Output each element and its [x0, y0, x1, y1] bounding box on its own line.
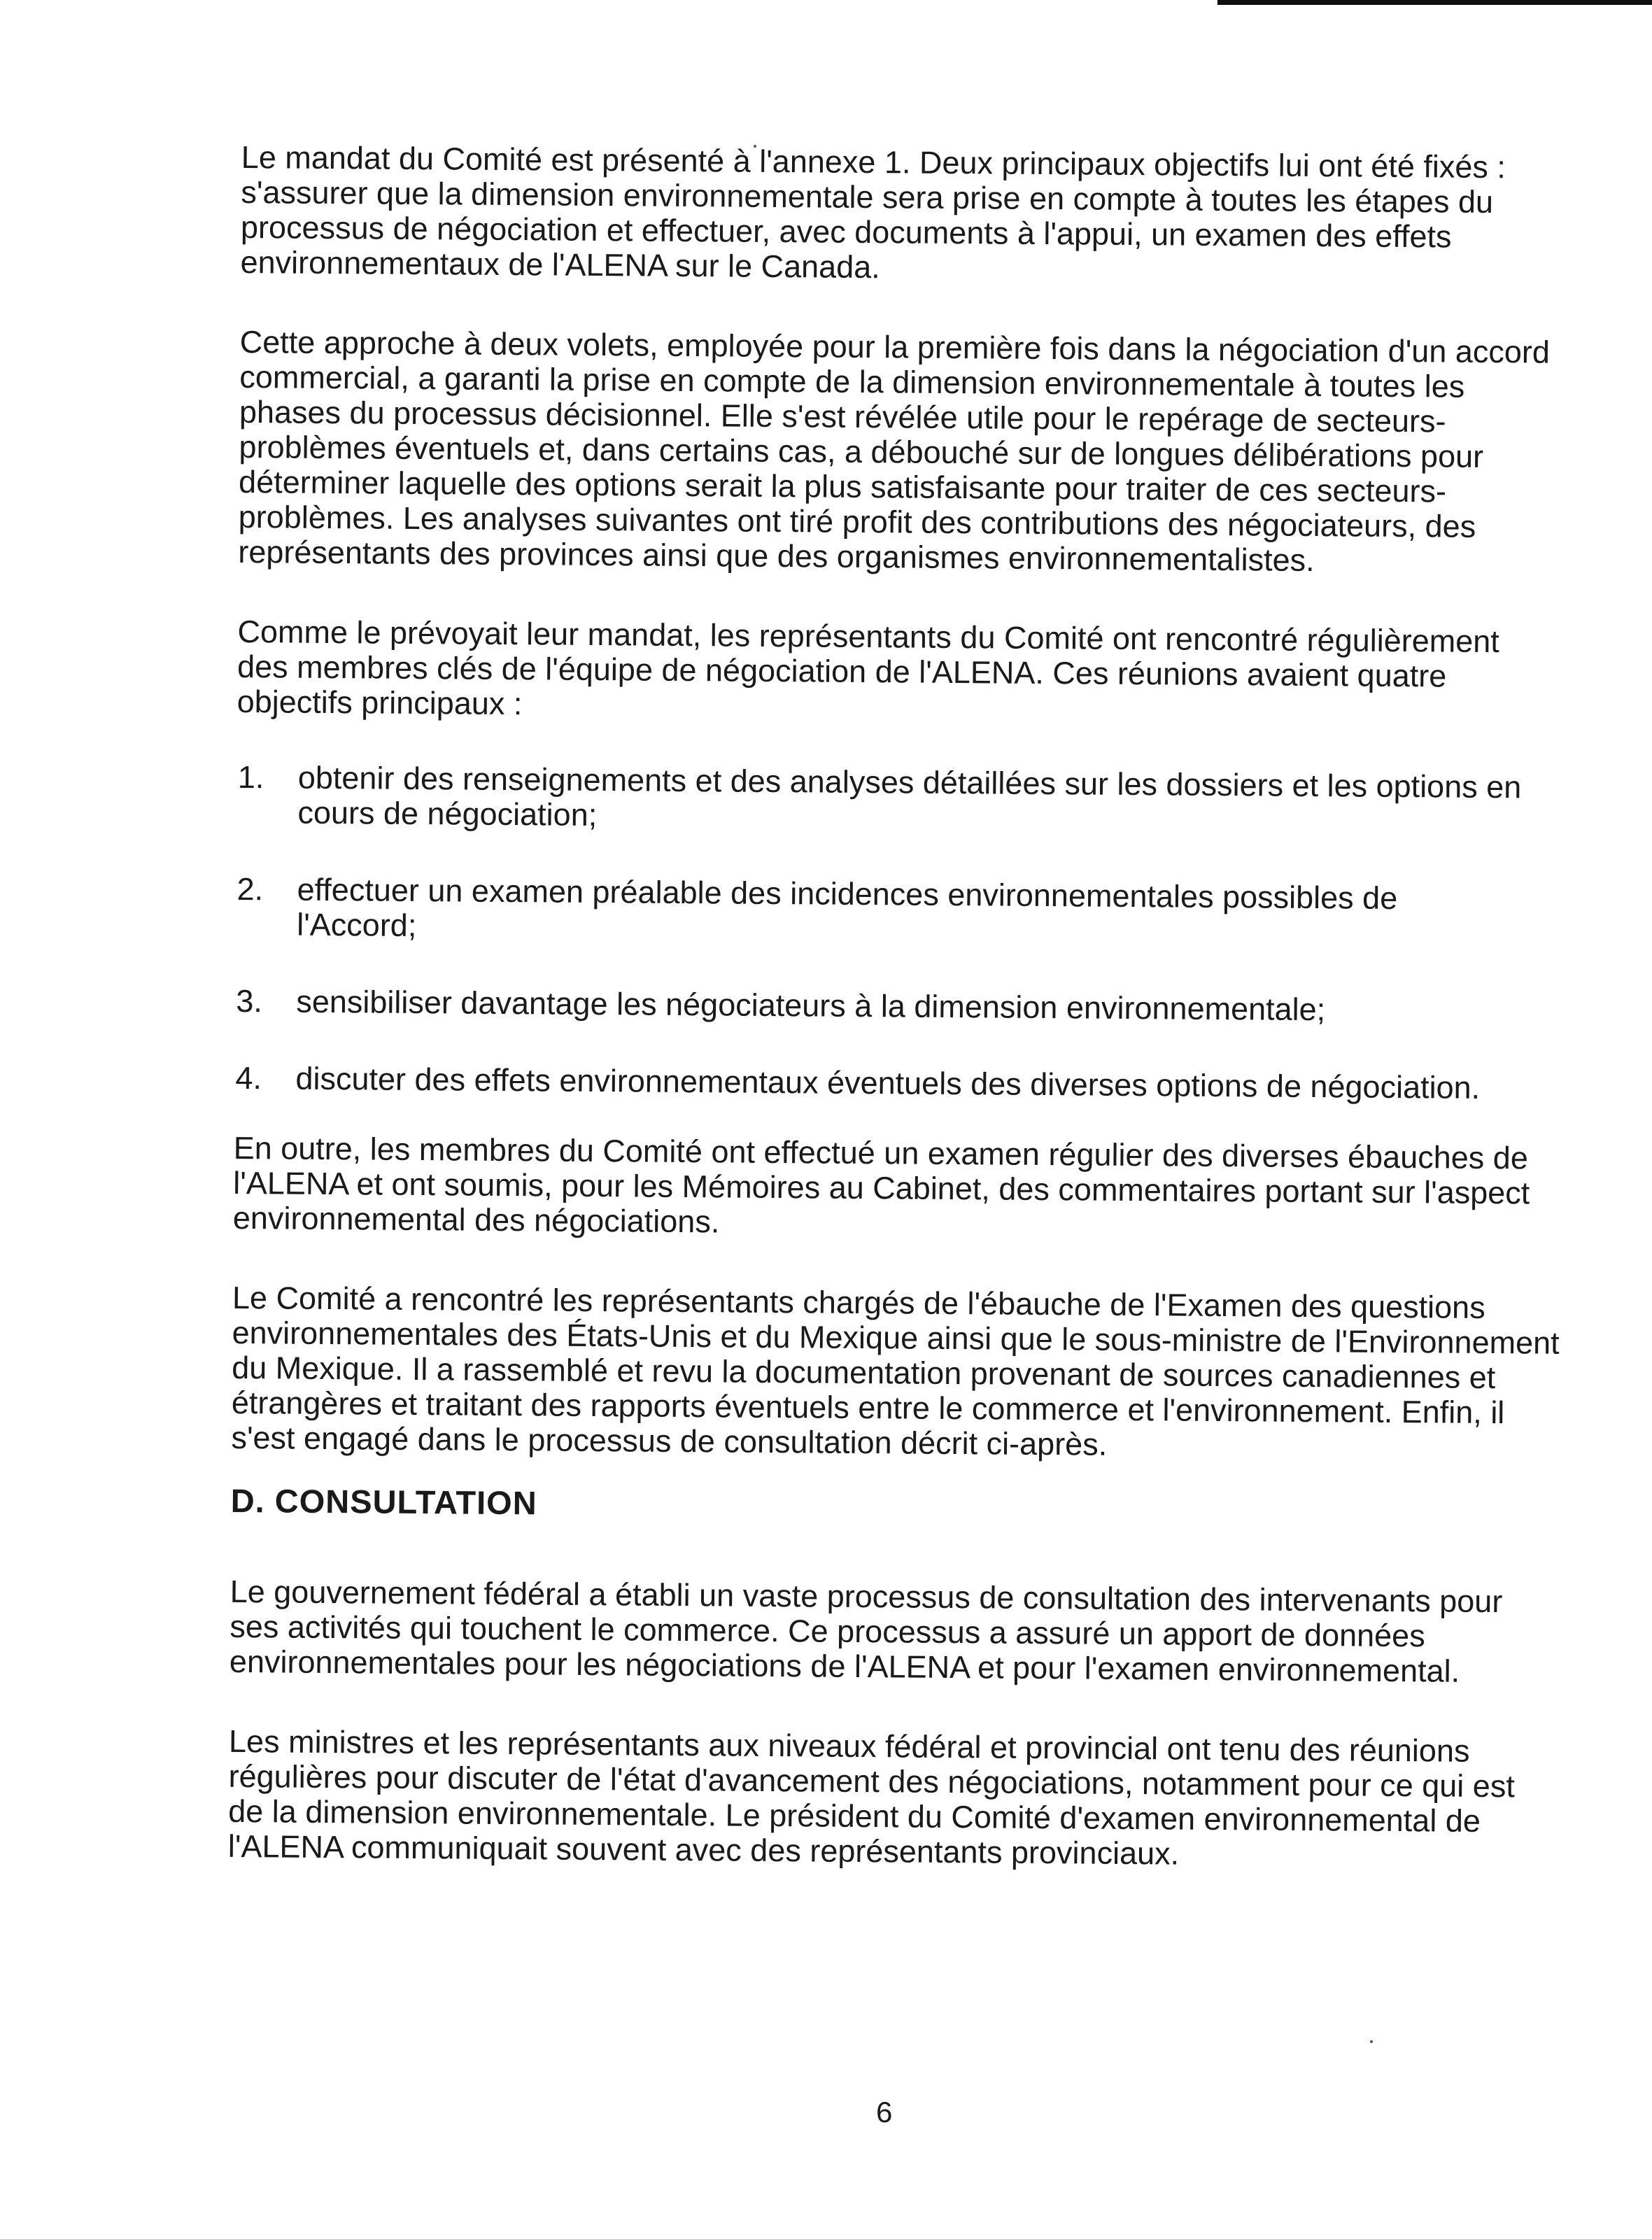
- list-item: [234, 1061, 1563, 1106]
- list-item-text: discuter des effets environnementaux éventuels des diverses options de négociation.: [295, 1060, 1481, 1106]
- paragraph-federal-consultation: Le gouvernement fédéral a établi un vaste processus de consultation des intervenants pour ses activités qui touchent le commerce. Ce processus a assuré un apport de données environnementales pour les négociations de l'ALENA et pour l'examen environnemental.: [229, 1573, 1503, 1689]
- list-item-number: 1.: [237, 758, 264, 796]
- page-number: 6: [876, 2096, 893, 2128]
- document-page: [227, 140, 1571, 1919]
- scan-speck: [1370, 2040, 1373, 2043]
- paragraph-meetings: Comme le prévoyait leur mandat, les représentants du Comité ont rencontré régulièrement des membres clés de l'équipe de négociation de l'ALENA. Ces réunions avaient quatre objectifs principaux :: [236, 613, 1500, 722]
- list-item-number: 4.: [235, 1059, 262, 1096]
- list-item-text: sensibiliser davantage les négociateurs à la dimension environnementale;: [296, 983, 1326, 1028]
- list-item-text: effectuer un examen préalable des incidences environnementales possibles de l'Accord;: [296, 871, 1398, 943]
- list-item: [236, 760, 1580, 840]
- list-item: [235, 872, 1474, 952]
- paragraph-approach: Cette approche à deux volets, employée pour la première fois dans la négociation d'un accord commercial, a garanti la prise en compte de la dimension environnementale à toutes les phases du processus décisionnel. Elle s'est révélée utile pour le repérage de secteurs-problèmes éventuels et, dans certains cas, a débouché sur de longues délibérations pour déterminer laquelle des options serait la plus satisfaisante pour traiter de ces secteurs-problèmes. Les analyses suivantes ont tiré profit des contributions des négociateurs, des représentants des provinces ainsi que des organismes environnementalistes.: [238, 323, 1551, 579]
- paragraph-ministers: Les ministres et les représentants aux niveaux fédéral et provincial ont tenu des réunions régulières pour discuter de l'état d'avancement des négociations, notamment pour ce qui est de la dimension environnementale. Le président du Comité d'examen environnemental de l'ALENA communiquait souvent avec des représentants provinciaux.: [227, 1723, 1516, 1872]
- paragraph-committee-meetings: Le Comité a rencontré les représentants chargés de l'ébauche de l'Examen des questions environnementales des États-Unis et du Mexique ainsi que le sous-ministre de l'Environnement du Mexique. Il a rassemblé et revu la documentation provenant de sources canadiennes et étrangères et traitant des rapports éventuels entre le commerce et l'environnement. Enfin, il s'est engagé dans le processus de consultation décrit ci-après.: [231, 1279, 1560, 1462]
- list-item: [234, 984, 1494, 1029]
- paragraph-mandate: Le mandat du Comité est présenté à l'annexe 1. Deux principaux objectifs lui ont été fixés : s'assurer que la dimension environnementale sera prise en compte à toutes les étapes du processus de négociation et effectuer, avec documents à l'appui, un examen des effets environnementaux de l'ALENA sur le Canada.: [240, 139, 1506, 285]
- section-heading: D. CONSULTATION: [230, 1481, 537, 1522]
- scan-top-border: [1217, 0, 1652, 5]
- list-item-number: 3.: [236, 982, 263, 1019]
- list-item-number: 2.: [236, 870, 264, 907]
- paragraph-drafts: En outre, les membres du Comité ont effectué un examen régulier des diverses ébauches de l'ALENA et ont soumis, pour les Mémoires au Cabinet, des commentaires portant sur l'aspect environnemental des négociations.: [232, 1129, 1530, 1240]
- list-item-text: obtenir des renseignements et des analyses détaillées sur les dossiers et les options en cours de négociation;: [297, 759, 1522, 833]
- objectives-list: [234, 760, 1566, 1106]
